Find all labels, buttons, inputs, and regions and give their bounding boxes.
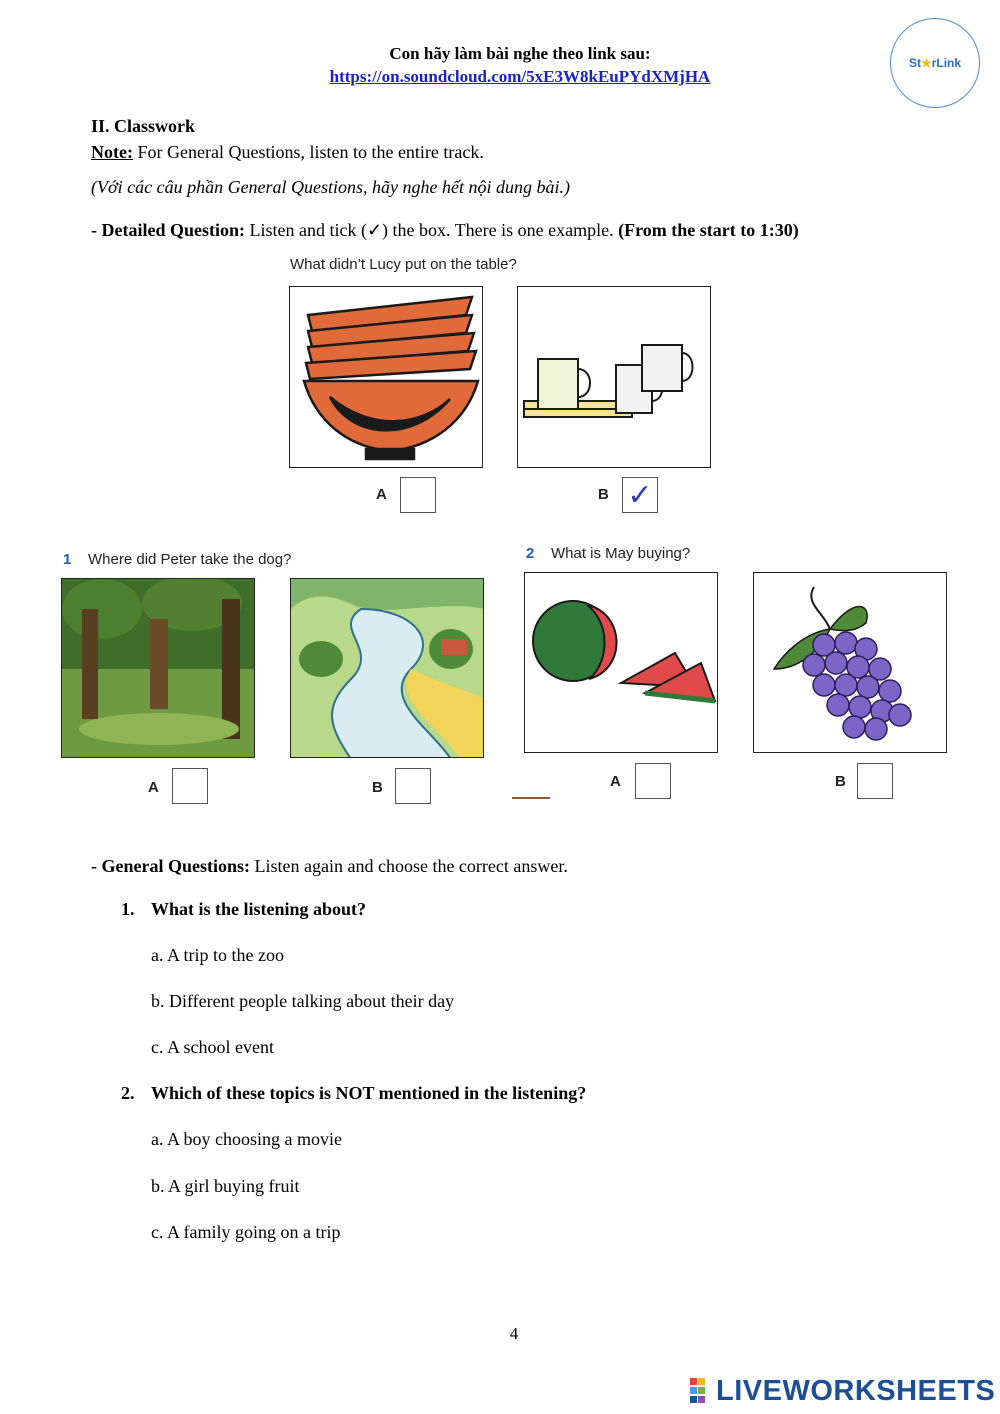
forest-icon	[62, 579, 255, 758]
stacked-bowls-icon	[290, 287, 483, 468]
logo-text-a: St	[908, 56, 921, 70]
q2-question: What is May buying?	[551, 545, 691, 562]
q2-number: 2	[526, 545, 535, 562]
q2-option-a-image	[524, 572, 718, 753]
gq1-number: 1.	[121, 899, 135, 919]
gq2-question: Which of these topics is NOT mentioned in the listening?	[151, 1083, 587, 1103]
starlink-logo	[890, 18, 980, 108]
q1-option-a-label: A	[148, 779, 159, 796]
detailed-question-instruction	[91, 219, 799, 241]
q2-option-b-label: B	[835, 773, 846, 790]
gq1-question: What is the listening about?	[151, 899, 367, 919]
answer-underline	[512, 797, 550, 799]
note-vietnamese: (Với các câu phần General Questions, hãy nghe hết nội dung bài.)	[91, 177, 571, 197]
q1-option-a-image	[61, 578, 255, 758]
liveworksheets-brand	[690, 1374, 995, 1408]
example-question: What didn’t Lucy put on the table?	[290, 256, 517, 273]
example-checkbox-b[interactable]: ✓	[622, 477, 658, 513]
general-text: Listen again and choose the correct answer.	[250, 856, 568, 876]
logo-star-icon: ★	[920, 56, 932, 70]
gq2-number: 2.	[121, 1083, 135, 1103]
general-questions-instruction	[91, 855, 568, 877]
q1-option-b-label: B	[372, 779, 383, 796]
gq1-option-c[interactable]: c. A school event	[151, 1037, 274, 1057]
q1-option-b-image	[290, 578, 484, 758]
gq2-option-b[interactable]: b. A girl buying fruit	[151, 1176, 300, 1196]
detailed-label: - Detailed Question:	[91, 220, 245, 240]
watermelon-icon	[525, 573, 718, 753]
gq1-option-a[interactable]: a. A trip to the zoo	[151, 945, 284, 965]
section-title: II. Classwork	[91, 116, 196, 136]
detailed-range: (From the start to 1:30)	[618, 220, 799, 240]
liveworksheets-logo-icon	[690, 1378, 714, 1404]
river-icon	[291, 579, 484, 758]
note-label: Note:	[91, 142, 133, 162]
q2-checkbox-b[interactable]	[857, 763, 893, 799]
general-label: - General Questions:	[91, 856, 250, 876]
q2-option-b-image	[753, 572, 947, 753]
example-option-b-image	[517, 286, 711, 468]
mugs-and-placemats-icon	[518, 287, 711, 468]
header-instruction: Con hãy làm bài nghe theo link sau:	[389, 44, 651, 63]
example-option-a-image	[289, 286, 483, 468]
page-number: 4	[509, 1324, 519, 1343]
q1-checkbox-b[interactable]	[395, 768, 431, 804]
detailed-text: Listen and tick (✓) the box. There is one example.	[244, 220, 619, 240]
example-option-a-label: A	[376, 486, 387, 503]
q2-checkbox-a[interactable]	[635, 763, 671, 799]
soundcloud-link[interactable]: https://on.soundcloud.com/5xE3W8kEuPYdXMjHA	[329, 67, 711, 86]
gq2-option-c[interactable]: c. A family going on a trip	[151, 1222, 341, 1242]
q1-checkbox-a[interactable]	[172, 768, 208, 804]
q2-option-a-label: A	[610, 773, 621, 790]
note-line	[91, 141, 484, 163]
note-text: For General Questions, listen to the entire track.	[132, 142, 484, 162]
example-option-b-label: B	[598, 486, 609, 503]
q1-question: Where did Peter take the dog?	[88, 551, 292, 568]
grapes-icon	[754, 573, 947, 753]
gq2-option-a[interactable]: a. A boy choosing a movie	[151, 1129, 342, 1149]
q1-number: 1	[63, 551, 72, 568]
gq1-option-b[interactable]: b. Different people talking about their day	[151, 991, 455, 1011]
liveworksheets-text: LIVEWORKSHEETS	[716, 1374, 996, 1407]
example-checkbox-a[interactable]	[400, 477, 436, 513]
logo-text-b: rLink	[931, 56, 962, 70]
